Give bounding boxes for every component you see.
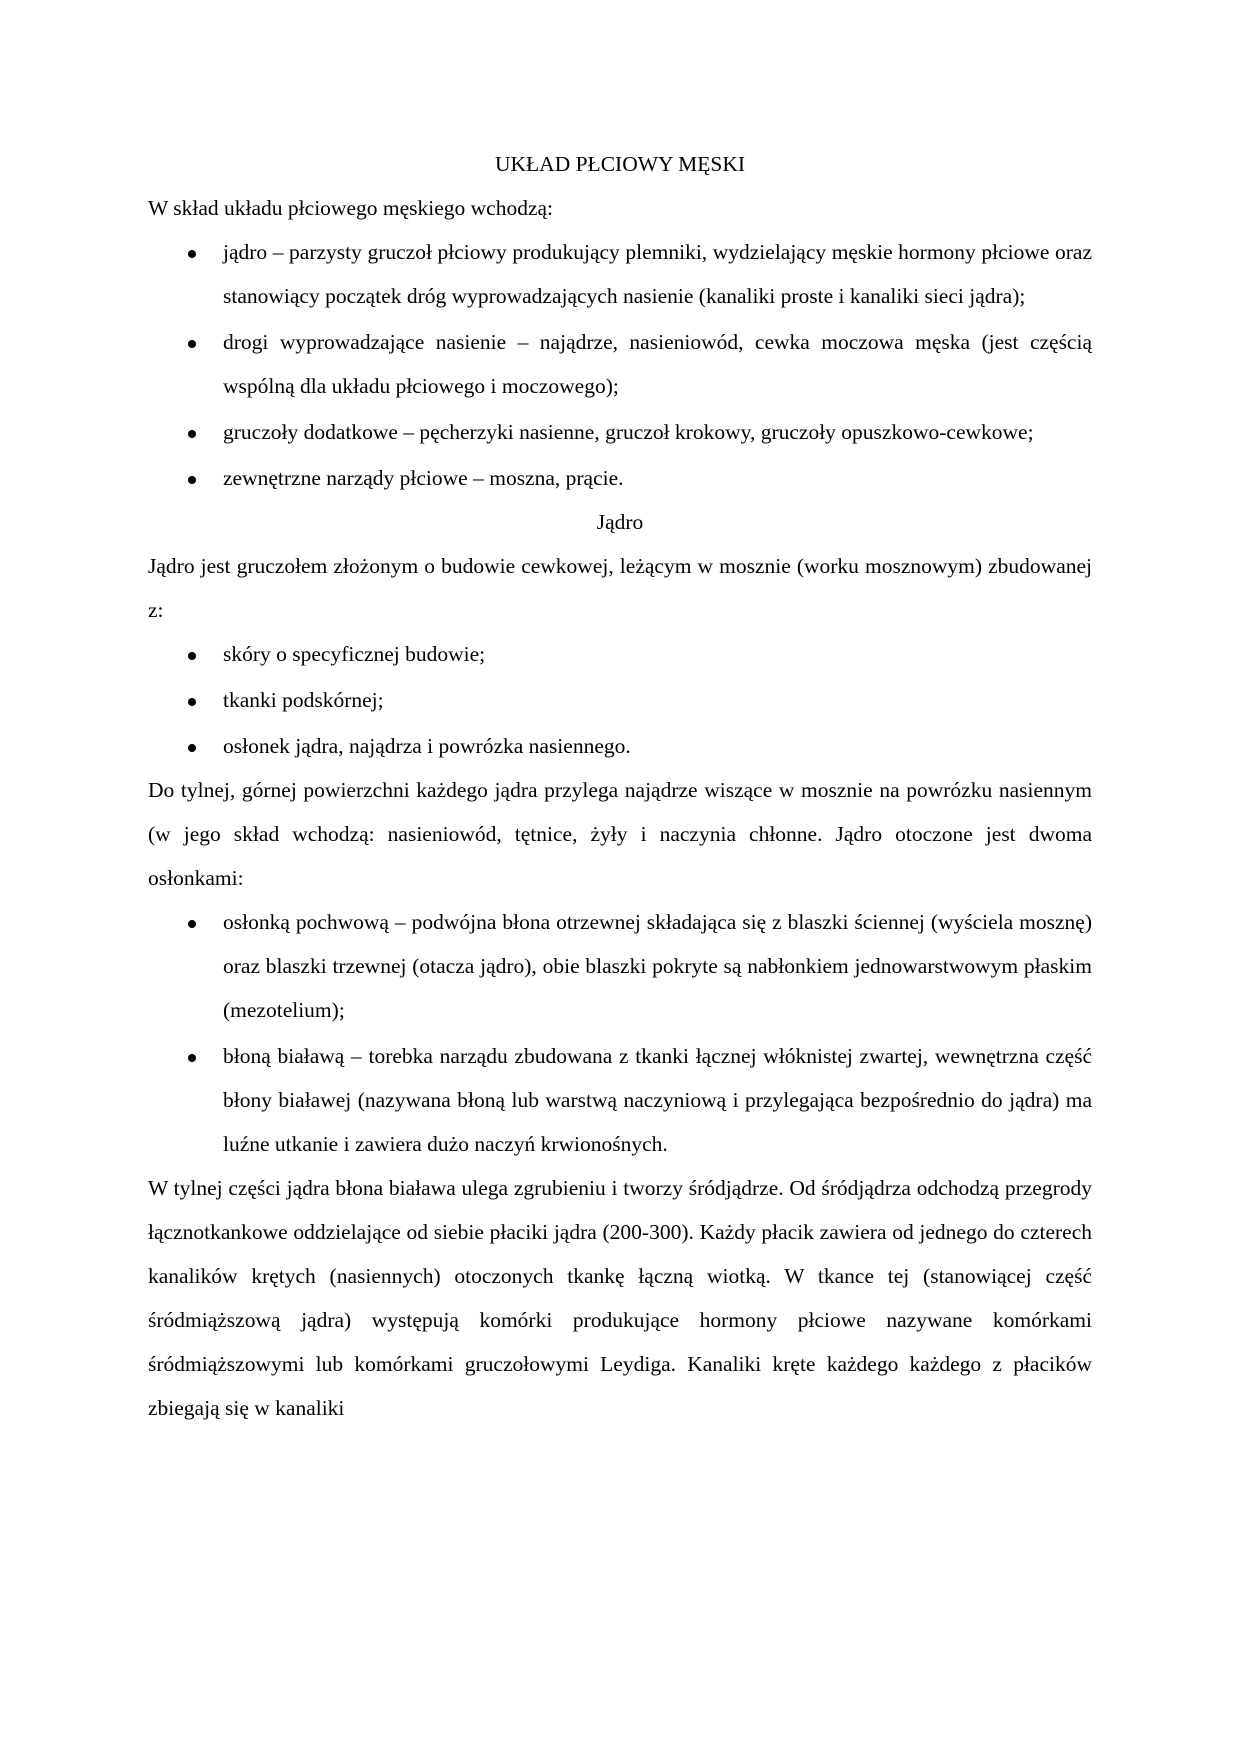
section-heading: Jądro: [596, 510, 644, 534]
bullet-icon: [188, 340, 196, 348]
list-item-text: jądro – parzysty gruczoł płciowy produkujący plemniki, wydzielający męskie hormony płciowe oraz stanowiący początek dróg wyprowadzających nasienie (kanaliki proste i kanaliki sieci jądra);: [223, 240, 1092, 308]
intro-list: [148, 230, 1092, 500]
list-item: [148, 678, 1092, 722]
body-paragraph: Do tylnej, górnej powierzchni każdego jądra przylega najądrze wiszące w mosznie na powrózku nasiennym (w jego skład wchodzą: nasieniowód, tętnice, żyły i naczynia chłonne. Jądro otoczone jest dwoma osłonkami:: [148, 778, 1092, 890]
list-item-text: osłonką pochwową – podwójna błona otrzewnej składająca się z blaszki ściennej (wyściela mosznę) oraz blaszki trzewnej (otacza jądro), obie blaszki pokryte są nabłonkiem jednowarstwowym płaskim (mezotelium);: [223, 910, 1092, 1022]
bullet-icon: [188, 920, 196, 928]
intro-paragraph: W skład układu płciowego męskiego wchodzą:: [148, 196, 554, 220]
list-item: [148, 410, 1092, 454]
list-item-text: zewnętrzne narządy płciowe – moszna, prącie.: [223, 466, 624, 490]
list-item: [148, 724, 1092, 768]
list-item-text: skóry o specyficznej budowie;: [223, 642, 486, 666]
body-paragraph: W tylnej części jądra błona biaława ulega zgrubieniu i tworzy śródjądrze. Od śródjądrza odchodzą przegrody łącznotkankowe oddzielające od siebie płaciki jądra (200-300). Każdy płacik zawiera od jednego do czterech kanalików krętych (nasiennych) otoczonych tkankę łączną wiotką. W tkance tej (stanowiącej część śródmiąższową jądra) występują komórki produkujące hormony płciowe nazywane komórkami śródmiąższowymi lub komórkami gruczołowymi Leydiga. Kanaliki kręte każdego każdego z płacików zbiegają się w kanaliki: [148, 1176, 1092, 1420]
list-item-text: osłonek jądra, najądrza i powrózka nasiennego.: [223, 734, 631, 758]
list-item-text: błoną białawą – torebka narządu zbudowana z tkanki łącznej włóknistej zwartej, wewnętrzna część błony białawej (nazywana błoną lub warstwą naczyniową i przylegająca bezpośrednio do jądra) ma luźne utkanie i zawiera dużo naczyń krwionośnych.: [223, 1044, 1092, 1156]
list-item: [148, 900, 1092, 1032]
bullet-icon: [188, 698, 196, 706]
section-intro-paragraph: Jądro jest gruczołem złożonym o budowie cewkowej, leżącym w mosznie (worku mosznowym) zbudowanej z:: [148, 554, 1092, 622]
list-item: [148, 320, 1092, 408]
list-item: [148, 632, 1092, 676]
section-list: [148, 632, 1092, 768]
bullet-icon: [188, 1054, 196, 1062]
list-item: [148, 456, 1092, 500]
list-item: [148, 230, 1092, 318]
list-item: [148, 1034, 1092, 1166]
list-item-text: tkanki podskórnej;: [223, 688, 384, 712]
list-item-text: drogi wyprowadzające nasienie – najądrze, nasieniowód, cewka moczowa męska (jest częścią wspólną dla układu płciowego i moczowego);: [223, 330, 1092, 398]
document-title: UKŁAD PŁCIOWY MĘSKI: [494, 152, 746, 176]
bullet-icon: [188, 652, 196, 660]
covering-list: [148, 900, 1092, 1166]
bullet-icon: [188, 744, 196, 752]
bullet-icon: [188, 250, 196, 258]
document-page: [148, 142, 1092, 1430]
bullet-icon: [188, 430, 196, 438]
list-item-text: gruczoły dodatkowe – pęcherzyki nasienne, gruczoł krokowy, gruczoły opuszkowo-cewkowe;: [223, 420, 1034, 444]
bullet-icon: [188, 476, 196, 484]
